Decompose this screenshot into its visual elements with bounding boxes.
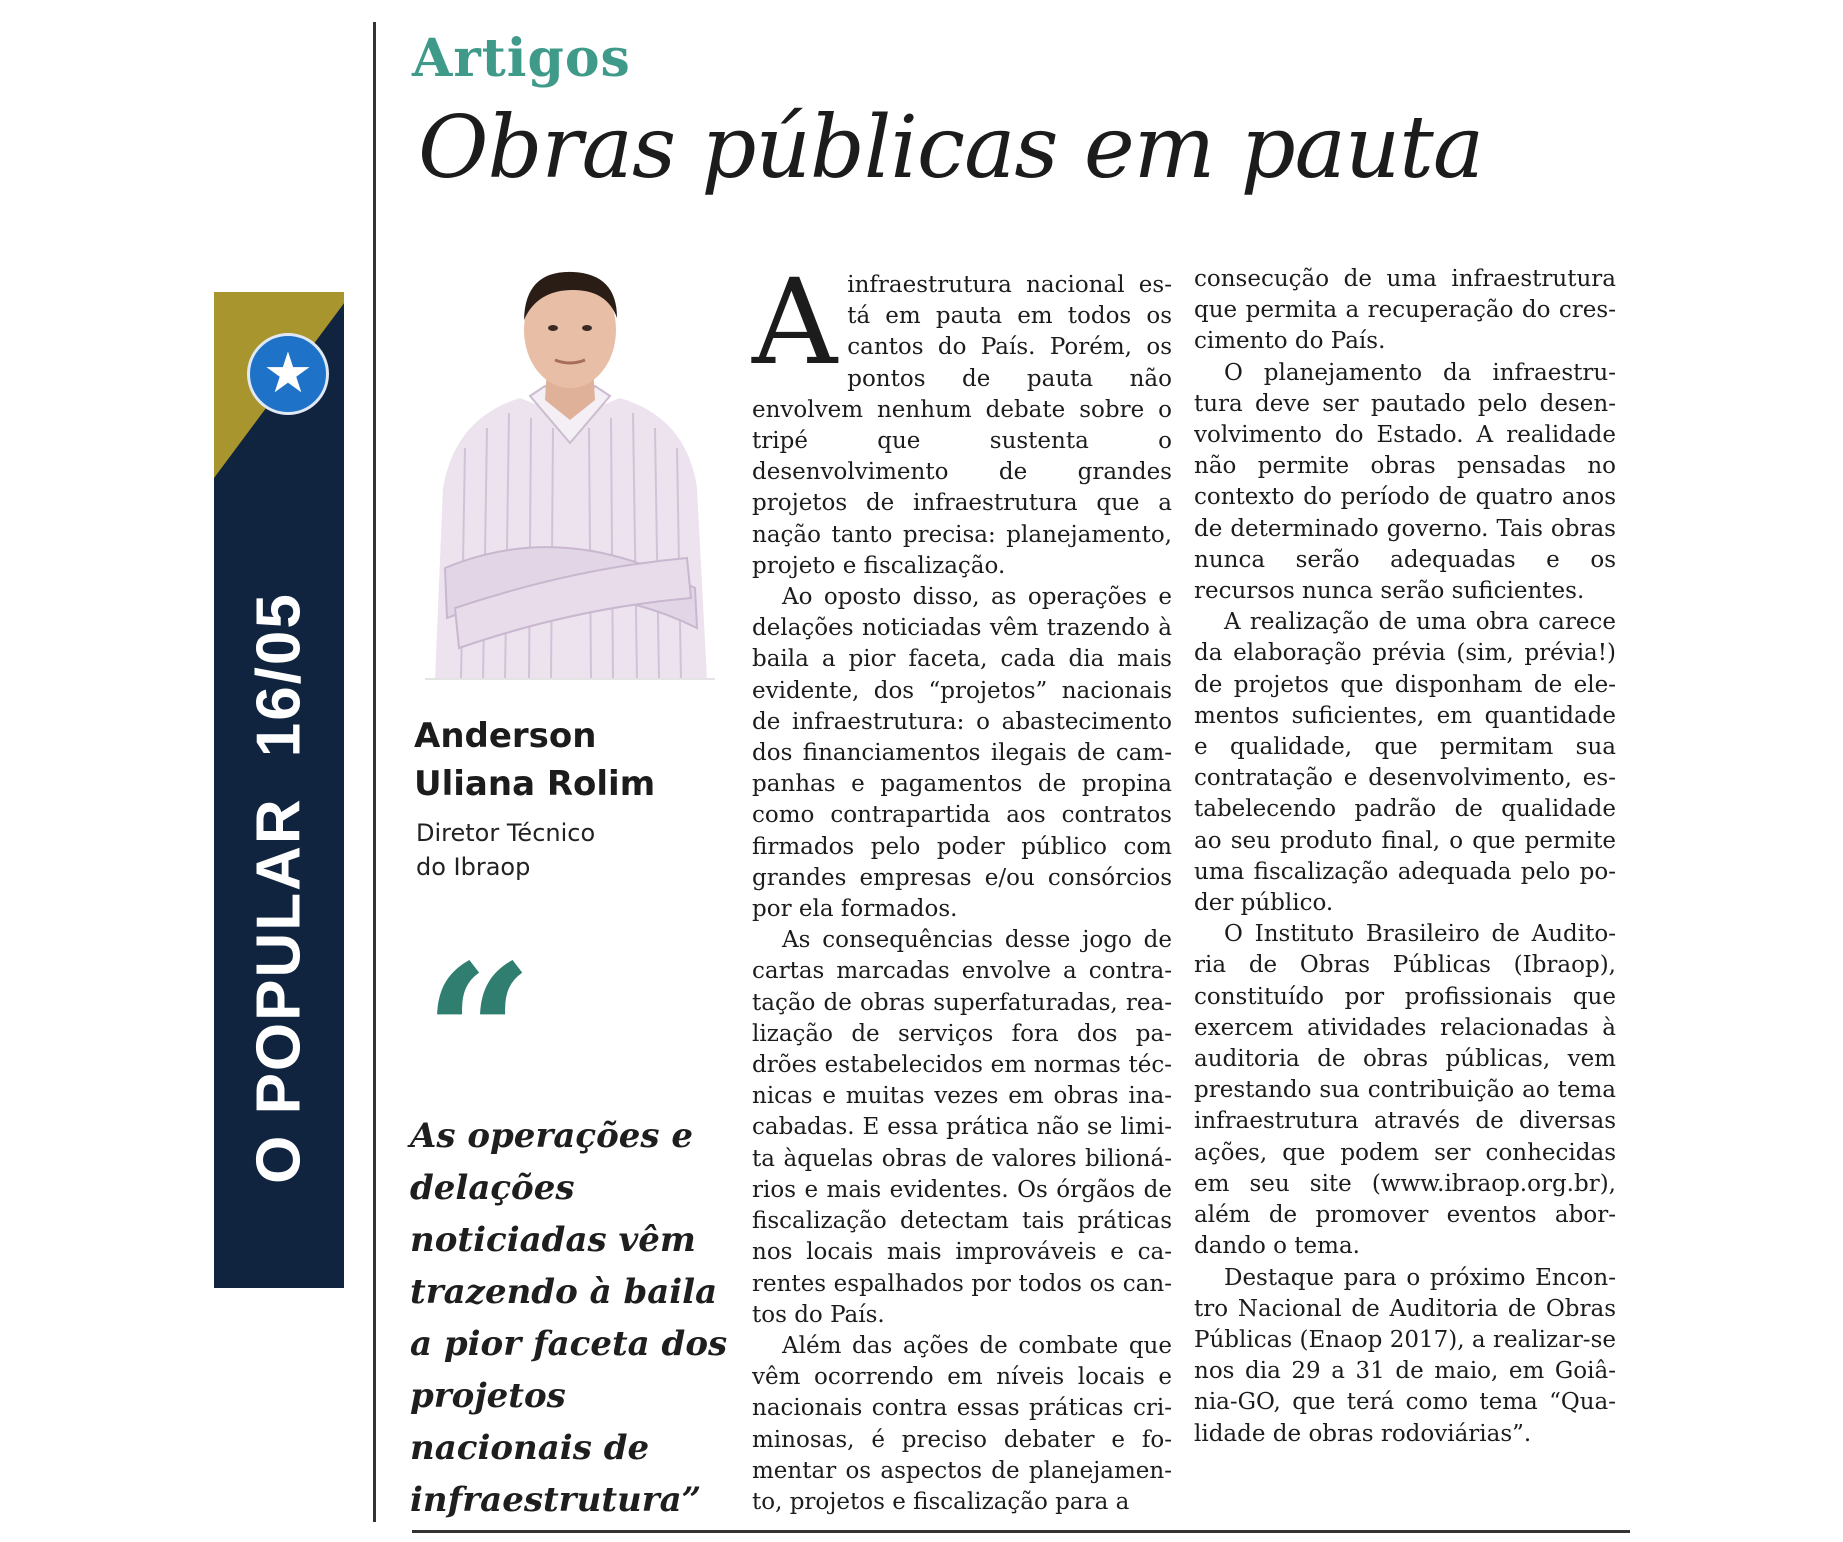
paragraph: Destaque para o próximo Encontro Nacional de Auditoria de Obras Públicas (Enaop 2017), a realizar-se nos dia 29 a 31 de maio, em Goiânia-GO, que terá como tema “Qualidade de obras rodoviárias”. bbox=[1194, 1264, 1616, 1447]
author-role bbox=[416, 816, 595, 884]
vertical-rule bbox=[373, 22, 376, 1522]
article-column-1 bbox=[752, 253, 1172, 1518]
newspaper-banner bbox=[214, 288, 344, 1288]
paragraph: Ao oposto disso, as operações e delações noticiadas vêm trazendo à baila a pior faceta, cada dia mais evidente, dos “projetos” nacionais de infraestrutura: o abastecimento dos financiamentos ilegais de campanhas e pagamentos de propina como contrapartida aos contratos firmados pelo poder público com grandes empresas e/ou consórcios por ela formados. bbox=[752, 584, 1172, 923]
author-last-name: Uliana Rolim bbox=[414, 764, 656, 804]
publication-date: 16/05 bbox=[244, 592, 314, 758]
star-icon: ★ bbox=[247, 333, 329, 415]
author-first-name: Anderson bbox=[414, 716, 597, 756]
quote-mark-icon: “ bbox=[424, 923, 534, 1146]
author-role-line1: Diretor Técnico bbox=[416, 819, 596, 847]
drop-cap: A bbox=[752, 253, 838, 391]
banner-text bbox=[244, 508, 315, 1268]
section-label: Artigos bbox=[412, 28, 631, 89]
banner-top-line bbox=[214, 288, 344, 292]
paragraph: As consequências desse jogo de cartas marcadas envolve a contratação de obras superfaturadas, realização de serviços fora dos padrões estabelecidos em normas técnicas e muitas vezes em obras inacabadas. E essa prática não se limita àquelas obras de valores bilionários e mais evidentes. Os órgãos de fiscalização detectam tais práticas nos locais mais improváveis e carentes espalhados por todos os cantos do País. bbox=[752, 927, 1172, 1328]
headline: Obras públicas em pauta bbox=[418, 98, 1484, 198]
bottom-rule bbox=[412, 1530, 1630, 1533]
paragraph: O Instituto Brasileiro de Auditoria de Obras Públicas (Ibraop), constituído por profissionais que exercem atividades relacionadas à auditoria de obras públicas, vem prestando sua contribuição ao tema infraestrutura através de diversas ações, que podem ser conhecidas em seu site (www.ibraop.org.br), além de promover eventos abordando o tema. bbox=[1194, 921, 1616, 1260]
author-photo bbox=[425, 268, 715, 680]
paragraph bbox=[752, 253, 1172, 582]
newspaper-name: O POPULAR bbox=[244, 797, 314, 1184]
paragraph: consecução de uma infraestrutura que permita a recuperação do crescimento do País. bbox=[1194, 266, 1616, 355]
pull-quote: As operações e delações noticiadas vêm trazendo à baila a pior faceta dos projetos nacionais de infraestrutura” bbox=[410, 1116, 728, 1520]
author-name bbox=[414, 712, 655, 808]
paragraph: O planejamento da infraestrutura deve ser pautado pelo desenvolvimento do Estado. A realidade não permite obras pensadas no contexto do período de quatro anos de determinado governo. Tais obras nunca serão adequadas e os recursos nunca serão suficientes. bbox=[1194, 359, 1616, 605]
paragraph: Além das ações de combate que vêm ocorrendo em níveis locais e nacionais contra essas práticas criminosas, é preciso debater e fomentar os aspectos de planejamento, projetos e fiscalização para a bbox=[752, 1332, 1172, 1515]
article-column-2 bbox=[1194, 264, 1616, 1450]
paragraph: A realização de uma obra carece da elaboração prévia (sim, prévia!) de projetos que disponham de elementos suficientes, em quantidade e qualidade, que permitam sua contratação e desenvolvimento, estabelecendo padrão de qualidade ao seu produto final, o que permite uma fiscalização adequada pelo poder público. bbox=[1194, 609, 1616, 917]
paragraph-text: infraestrutura nacional está em pauta em todos os cantos do País. Porém, os pontos de pauta não envolvem nenhum debate sobre o tripé que sustenta o desenvolvimento de grandes projetos de infraestrutura que a nação tanto precisa: planejamento, projeto e fiscalização. bbox=[752, 272, 1172, 579]
author-role-line2: do Ibraop bbox=[416, 853, 531, 881]
